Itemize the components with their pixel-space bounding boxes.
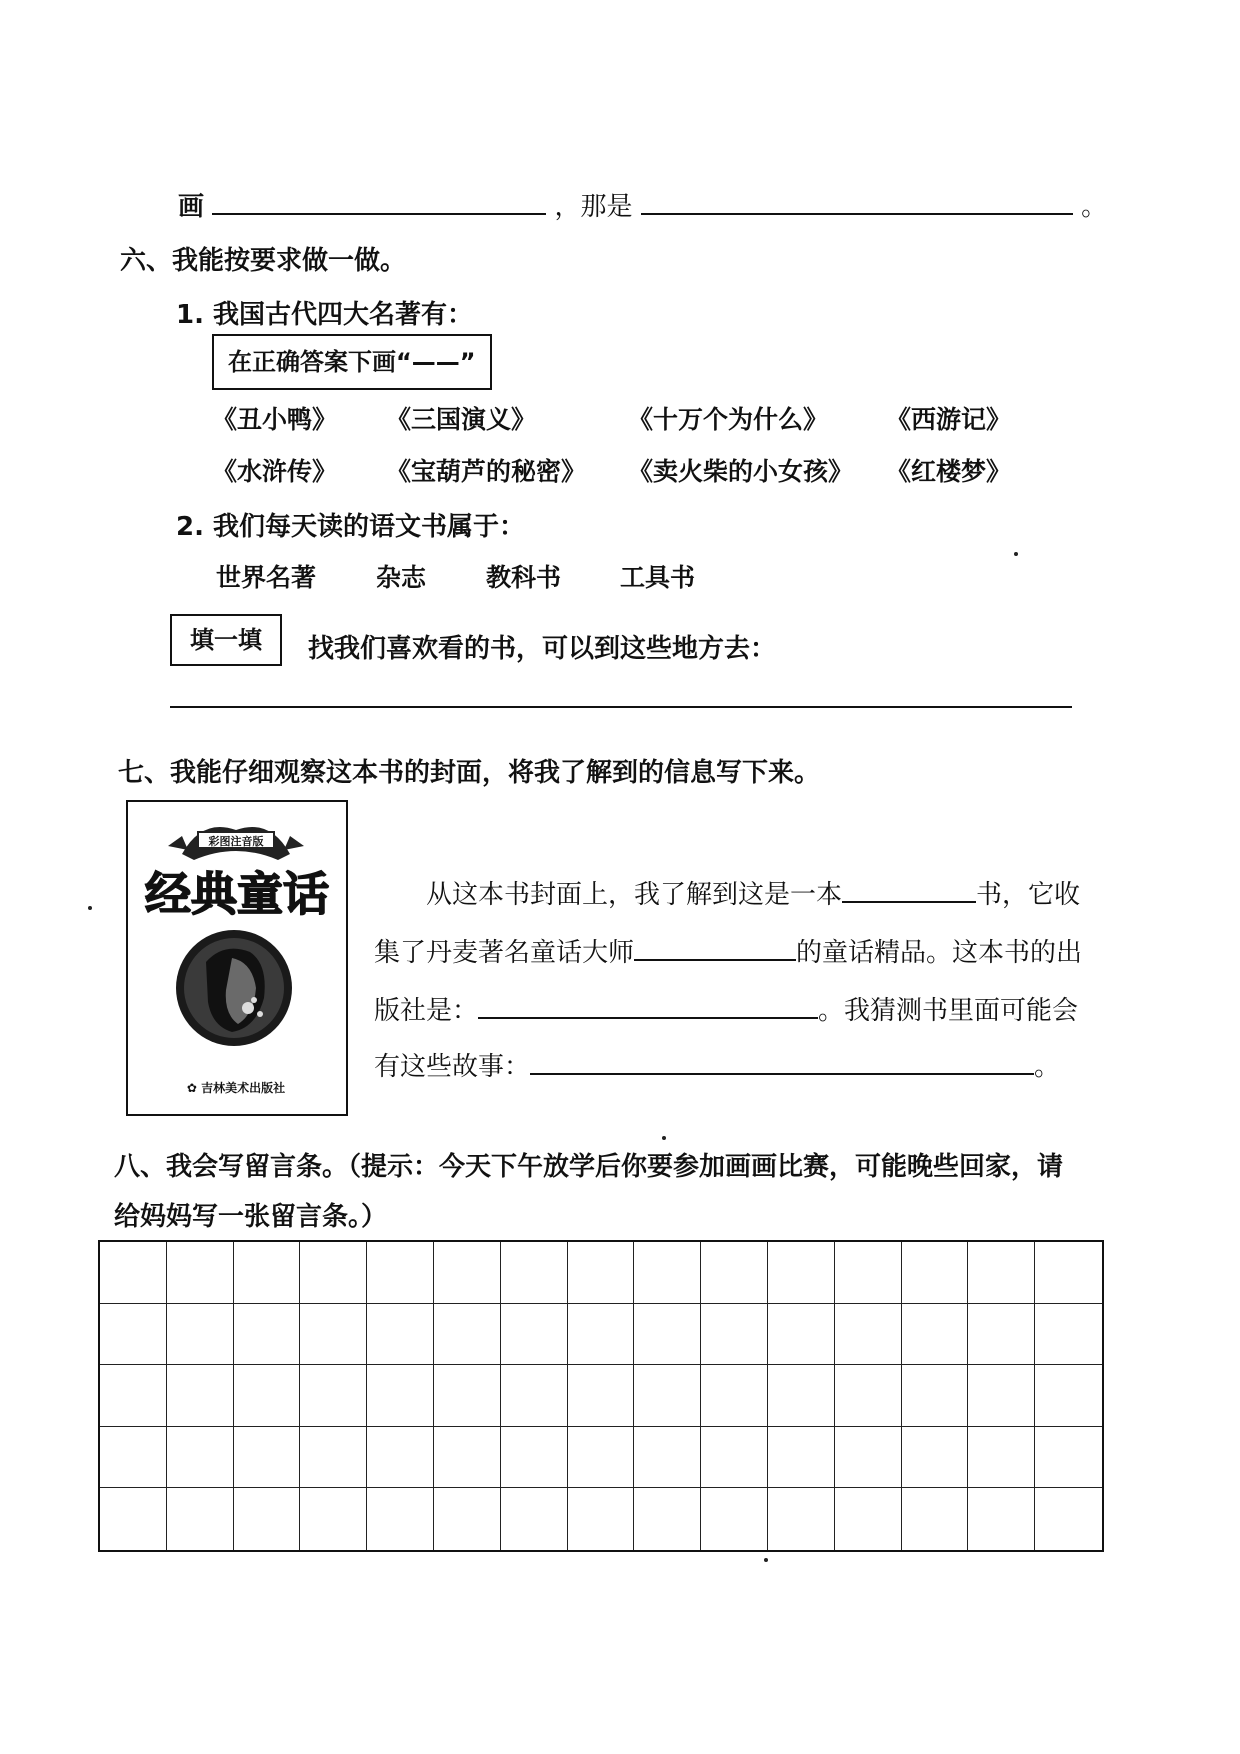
grid-cell[interactable] bbox=[434, 1488, 501, 1550]
option-reference-book[interactable]: 工具书 bbox=[620, 563, 696, 592]
blank-book-type[interactable] bbox=[842, 901, 976, 903]
grid-cell[interactable] bbox=[300, 1304, 367, 1366]
grid-cell[interactable] bbox=[1035, 1304, 1102, 1366]
info-text-a1: 从这本书封面上，我了解到这是一本 bbox=[426, 880, 843, 910]
grid-cell[interactable] bbox=[701, 1427, 768, 1489]
grid-cell[interactable] bbox=[1035, 1488, 1102, 1550]
scan-speck bbox=[1014, 552, 1018, 556]
option-three-kingdoms[interactable]: 《三国演义》 bbox=[386, 405, 537, 434]
grid-cell[interactable] bbox=[300, 1488, 367, 1550]
grid-cell[interactable] bbox=[367, 1427, 434, 1489]
option-match-girl[interactable]: 《卖火柴的小女孩》 bbox=[628, 457, 854, 486]
grid-cell[interactable] bbox=[902, 1365, 969, 1427]
writing-grid[interactable] bbox=[98, 1240, 1104, 1552]
blank-stories[interactable] bbox=[530, 1073, 1034, 1075]
grid-cell[interactable] bbox=[300, 1427, 367, 1489]
grid-cell[interactable] bbox=[434, 1304, 501, 1366]
grid-cell[interactable] bbox=[100, 1427, 167, 1489]
option-world-classics[interactable]: 世界名著 bbox=[216, 563, 317, 592]
cover-top-label: 彩图注音版 bbox=[208, 835, 264, 848]
grid-cell[interactable] bbox=[768, 1365, 835, 1427]
info-text-a2: 书，它收 bbox=[976, 880, 1081, 910]
grid-cell[interactable] bbox=[501, 1427, 568, 1489]
grid-cell[interactable] bbox=[167, 1242, 234, 1304]
grid-cell[interactable] bbox=[367, 1242, 434, 1304]
grid-cell[interactable] bbox=[501, 1365, 568, 1427]
fill-in-box: 填一填 bbox=[170, 614, 282, 666]
option-magazine[interactable]: 杂志 bbox=[376, 563, 427, 592]
grid-cell[interactable] bbox=[835, 1365, 902, 1427]
grid-cell[interactable] bbox=[701, 1304, 768, 1366]
fill-line-top bbox=[178, 186, 1107, 223]
info-text-c2: 。我猜测书里面可能会 bbox=[818, 996, 1079, 1026]
grid-cell[interactable] bbox=[902, 1488, 969, 1550]
grid-cell[interactable] bbox=[167, 1427, 234, 1489]
info-text-b2: 的童话精品。这本书的出 bbox=[796, 938, 1083, 968]
book-cover-image bbox=[126, 800, 348, 1116]
grid-cell[interactable] bbox=[634, 1304, 701, 1366]
grid-cell[interactable] bbox=[701, 1365, 768, 1427]
grid-cell[interactable] bbox=[768, 1427, 835, 1489]
grid-cell[interactable] bbox=[1035, 1242, 1102, 1304]
grid-cell[interactable] bbox=[701, 1242, 768, 1304]
grid-cell[interactable] bbox=[634, 1365, 701, 1427]
grid-cell[interactable] bbox=[568, 1427, 635, 1489]
grid-cell[interactable] bbox=[100, 1304, 167, 1366]
grid-cell[interactable] bbox=[568, 1242, 635, 1304]
info-line-d bbox=[374, 1046, 1060, 1083]
grid-cell[interactable] bbox=[167, 1488, 234, 1550]
option-water-margin[interactable]: 《水浒传》 bbox=[212, 457, 338, 486]
grid-cell[interactable] bbox=[501, 1242, 568, 1304]
grid-cell[interactable] bbox=[300, 1242, 367, 1304]
option-why-book[interactable]: 《十万个为什么》 bbox=[628, 405, 829, 434]
grid-cell[interactable] bbox=[768, 1242, 835, 1304]
section-7-title: 七、我能仔细观察这本书的封面，将我了解到的信息写下来。 bbox=[118, 758, 821, 788]
question-1-label: 1. 我国古代四大名著有： bbox=[176, 300, 474, 330]
line-mid-text: ，那是 bbox=[554, 192, 633, 222]
book-cover-art bbox=[128, 802, 346, 1114]
scan-speck bbox=[662, 1136, 666, 1140]
grid-cell[interactable] bbox=[634, 1242, 701, 1304]
grid-cell[interactable] bbox=[234, 1427, 301, 1489]
grid-cell[interactable] bbox=[701, 1488, 768, 1550]
section-6-title: 六、我能按要求做一做。 bbox=[120, 246, 407, 276]
grid-cell[interactable] bbox=[1035, 1427, 1102, 1489]
grid-cell[interactable] bbox=[568, 1304, 635, 1366]
line-end-text: 。 bbox=[1081, 192, 1108, 222]
info-line-a bbox=[426, 874, 1080, 911]
grid-cell[interactable] bbox=[167, 1365, 234, 1427]
grid-cell[interactable] bbox=[568, 1488, 635, 1550]
grid-cell[interactable] bbox=[835, 1304, 902, 1366]
cover-publisher: ✿ 吉林美术出版社 bbox=[186, 1081, 286, 1095]
grid-cell[interactable] bbox=[434, 1365, 501, 1427]
blank-publisher[interactable] bbox=[478, 1017, 818, 1019]
grid-cell[interactable] bbox=[100, 1242, 167, 1304]
grid-cell[interactable] bbox=[100, 1488, 167, 1550]
info-line-b bbox=[374, 932, 1082, 969]
info-text-b1: 集了丹麦著名童话大师 bbox=[374, 938, 635, 968]
info-line-c bbox=[374, 990, 1078, 1027]
grid-cell[interactable] bbox=[501, 1488, 568, 1550]
grid-cell[interactable] bbox=[234, 1304, 301, 1366]
grid-cell[interactable] bbox=[367, 1304, 434, 1366]
answer-blank-1[interactable] bbox=[212, 213, 546, 215]
option-textbook[interactable]: 教科书 bbox=[486, 563, 562, 592]
grid-cell[interactable] bbox=[234, 1365, 301, 1427]
blank-author[interactable] bbox=[634, 959, 796, 961]
grid-cell[interactable] bbox=[968, 1365, 1035, 1427]
grid-cell[interactable] bbox=[768, 1488, 835, 1550]
fill-in-prompt: 找我们喜欢看的书，可以到这些地方去： bbox=[308, 634, 777, 664]
section-8-title-line-2: 给妈妈写一张留言条。） bbox=[114, 1202, 388, 1232]
cover-title: 经典童话 bbox=[145, 867, 329, 921]
grid-cell[interactable] bbox=[100, 1365, 167, 1427]
info-text-d1: 有这些故事： bbox=[374, 1052, 531, 1082]
grid-cell[interactable] bbox=[968, 1242, 1035, 1304]
info-text-c1: 版社是： bbox=[374, 996, 479, 1026]
grid-cell[interactable] bbox=[968, 1427, 1035, 1489]
grid-cell[interactable] bbox=[234, 1242, 301, 1304]
grid-cell[interactable] bbox=[902, 1427, 969, 1489]
grid-cell[interactable] bbox=[835, 1242, 902, 1304]
grid-cell[interactable] bbox=[367, 1365, 434, 1427]
option-red-mansions[interactable]: 《红楼梦》 bbox=[886, 457, 1012, 486]
grid-cell[interactable] bbox=[634, 1427, 701, 1489]
grid-cell[interactable] bbox=[234, 1488, 301, 1550]
question-2-label: 2. 我们每天读的语文书属于： bbox=[176, 512, 526, 542]
grid-cell[interactable] bbox=[167, 1304, 234, 1366]
section-8-title-line-1: 八、我会写留言条。（提示：今天下午放学后你要参加画画比赛，可能晚些回家，请 bbox=[114, 1152, 1064, 1182]
grid-cell[interactable] bbox=[434, 1427, 501, 1489]
answer-line-places[interactable] bbox=[170, 706, 1072, 708]
grid-cell[interactable] bbox=[835, 1427, 902, 1489]
grid-cell[interactable] bbox=[568, 1365, 635, 1427]
grid-cell[interactable] bbox=[634, 1488, 701, 1550]
option-journey-west[interactable]: 《西游记》 bbox=[886, 405, 1012, 434]
option-ugly-duckling[interactable]: 《丑小鸭》 bbox=[212, 405, 338, 434]
grid-cell[interactable] bbox=[768, 1304, 835, 1366]
scan-speck bbox=[764, 1558, 768, 1562]
grid-cell[interactable] bbox=[1035, 1365, 1102, 1427]
grid-cell[interactable] bbox=[968, 1304, 1035, 1366]
line-start-text: 画 bbox=[178, 192, 205, 222]
option-magic-gourd[interactable]: 《宝葫芦的秘密》 bbox=[386, 457, 587, 486]
grid-cell[interactable] bbox=[902, 1304, 969, 1366]
grid-cell[interactable] bbox=[835, 1488, 902, 1550]
answer-blank-2[interactable] bbox=[641, 213, 1073, 215]
grid-cell[interactable] bbox=[300, 1365, 367, 1427]
scan-speck bbox=[88, 906, 92, 910]
grid-cell[interactable] bbox=[434, 1242, 501, 1304]
grid-cell[interactable] bbox=[501, 1304, 568, 1366]
grid-cell[interactable] bbox=[902, 1242, 969, 1304]
grid-cell[interactable] bbox=[968, 1488, 1035, 1550]
info-text-d2: 。 bbox=[1034, 1052, 1061, 1082]
grid-cell[interactable] bbox=[367, 1488, 434, 1550]
instruction-box: 在正确答案下画“——” bbox=[212, 334, 492, 390]
